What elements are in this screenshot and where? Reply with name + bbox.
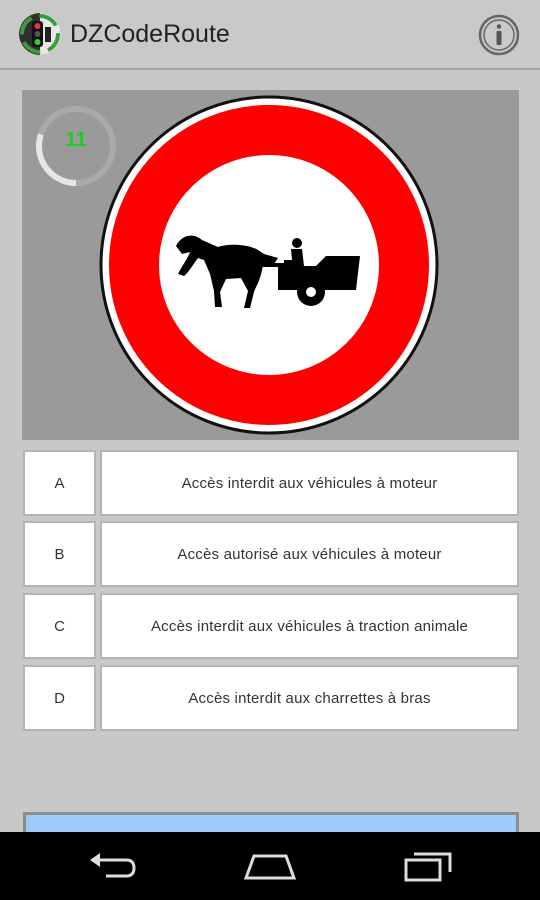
answer-letter[interactable]: D	[23, 665, 96, 731]
app-title: DZCodeRoute	[70, 20, 230, 48]
answer-letter[interactable]: B	[23, 521, 96, 587]
back-icon[interactable]	[82, 846, 142, 886]
answer-option-d[interactable]	[23, 665, 519, 731]
quiz-content	[0, 70, 540, 832]
answer-text[interactable]: Accès autorisé aux véhicules à moteur	[100, 521, 519, 587]
answer-option-c[interactable]	[23, 593, 519, 659]
answer-text[interactable]: Accès interdit aux véhicules à traction animale	[100, 593, 519, 659]
answer-option-b[interactable]	[23, 521, 519, 587]
answer-option-a[interactable]	[23, 450, 519, 516]
recent-apps-icon[interactable]	[398, 846, 458, 886]
home-icon[interactable]	[240, 846, 300, 886]
no-animal-drawn-vehicles-sign	[98, 94, 440, 436]
action-bar	[0, 0, 540, 70]
question-sign-panel	[22, 90, 519, 440]
answer-letter[interactable]: C	[23, 593, 96, 659]
info-icon[interactable]	[477, 13, 521, 57]
answer-text[interactable]: Accès interdit aux véhicules à moteur	[100, 450, 519, 516]
answer-letter[interactable]: A	[23, 450, 96, 516]
timer-value: 11	[65, 129, 87, 151]
answer-text[interactable]: Accès interdit aux charrettes à bras	[100, 665, 519, 731]
system-nav-bar	[0, 832, 540, 900]
traffic-light-logo-icon[interactable]	[18, 12, 62, 56]
